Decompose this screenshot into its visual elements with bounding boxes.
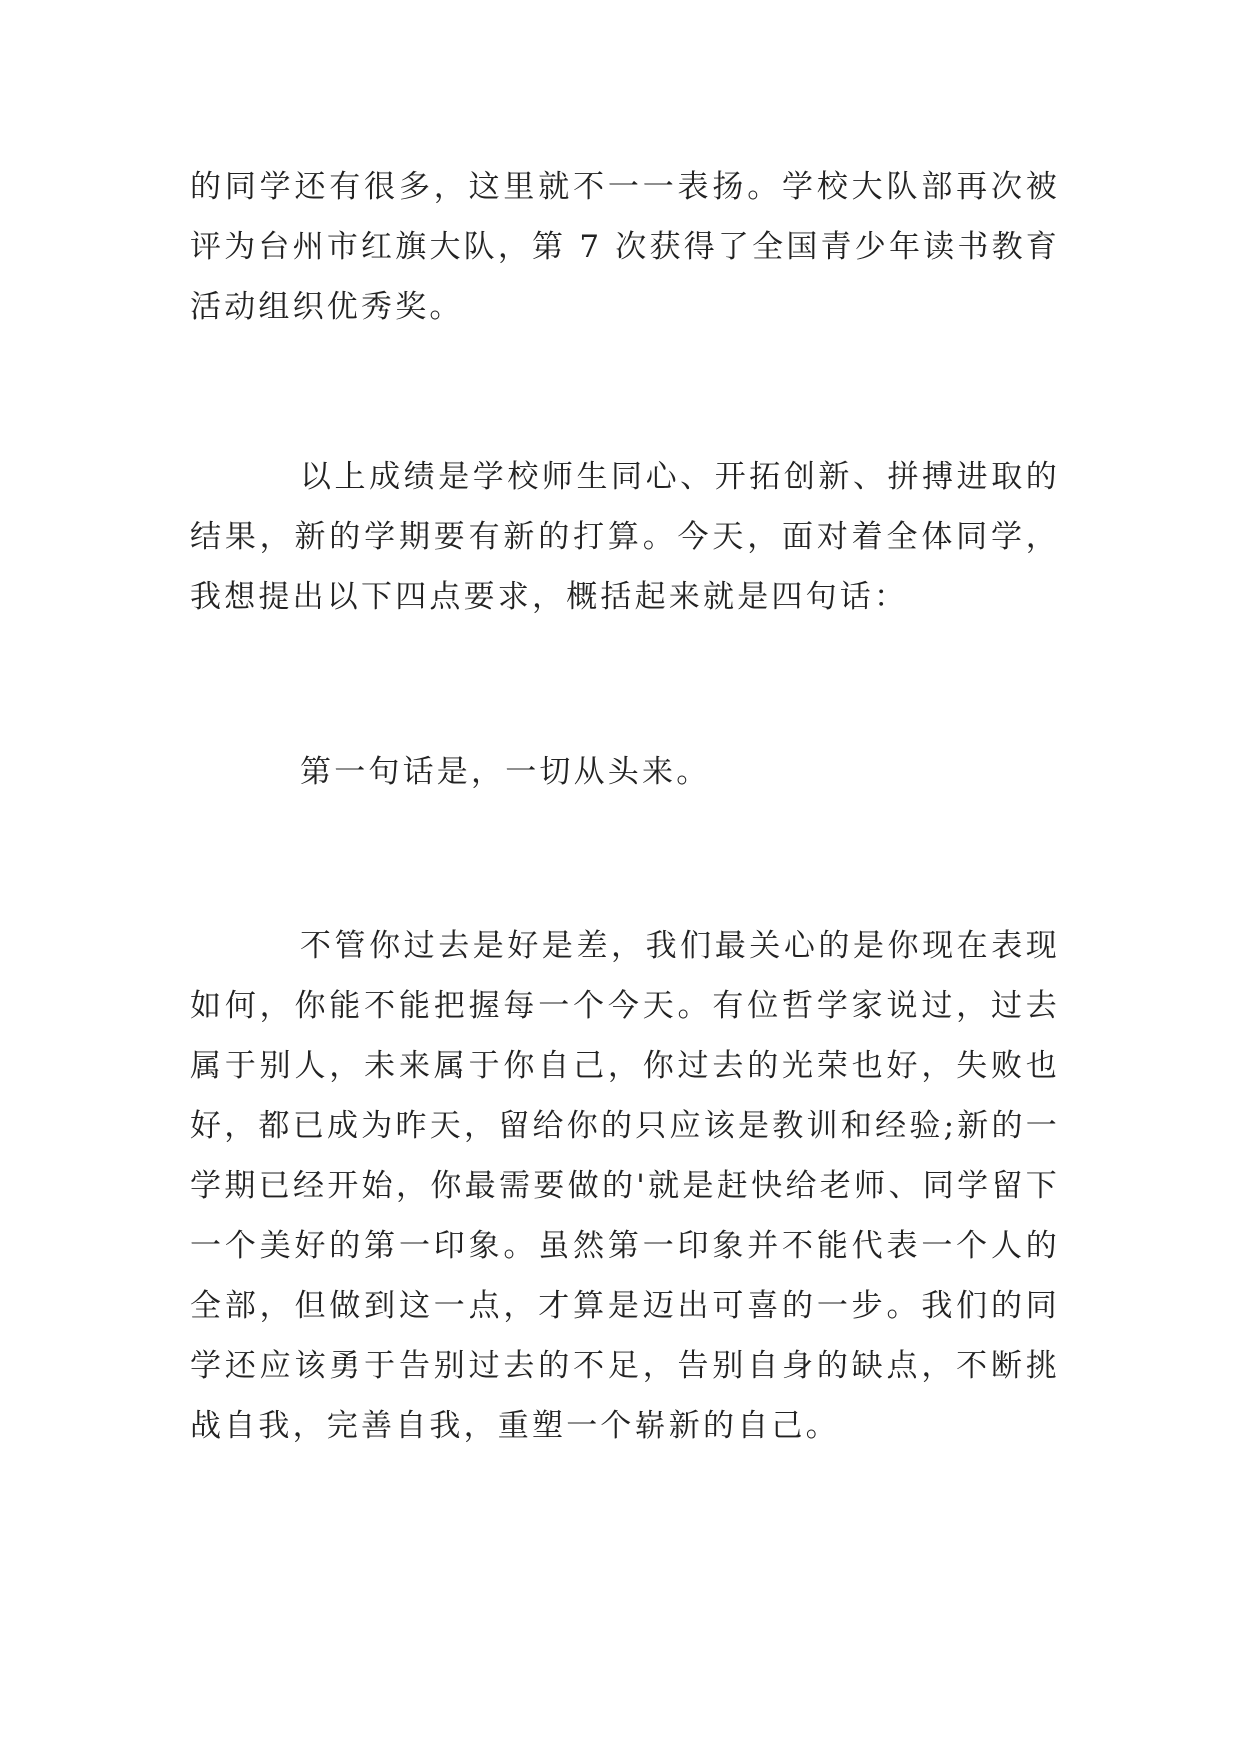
paragraph-first-point: 第一句话是，一切从头来。 [300, 754, 711, 790]
paragraph-first-point-detail: 不管你过去是好是差，我们最关心的是你现在表现如何，你能不能把握每一个今天。有位哲学家说过，过去属于别人，未来属于你自己，你过去的光荣也好，失败也好，都已成为昨天，留给你的只应该是教训和经验;新的一学期已经开始，你最需要做的'就是赶快给老师、同学留下一个美好的第一印象。虽然第一印象并不能代表一个人的全部，但做到这一点，才算是迈出可喜的一步。我们的同学还应该勇于告别过去的不足，告别自身的缺点，不断挑战自我，完善自我，重塑一个崭新的自己。 [190, 928, 1060, 1444]
paragraph-achievements: 的同学还有很多，这里就不一一表扬。学校大队部再次被评为台州市红旗大队，第 7 次获得了全国青少年读书教育活动组织优秀奖。 [190, 169, 1060, 325]
paragraph-new-semester: 以上成绩是学校师生同心、开拓创新、拼搏进取的结果，新的学期要有新的打算。今天，面对着全体同学，我想提出以下四点要求，概括起来就是四句话： [190, 459, 1060, 615]
